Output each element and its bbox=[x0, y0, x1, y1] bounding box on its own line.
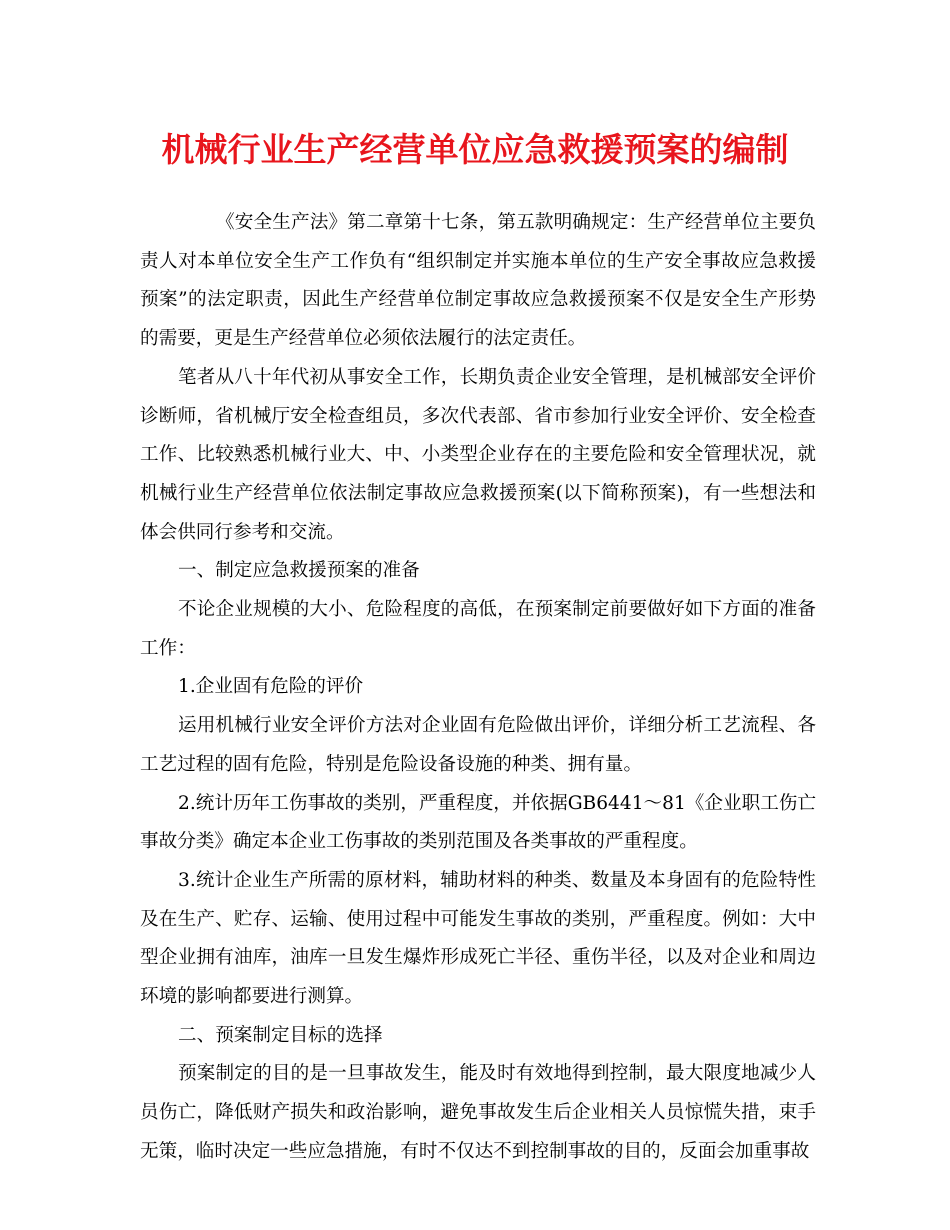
paragraph-author-background: 笔者从八十年代初从事安全工作，长期负责企业安全管理，是机械部安全评价诊断师，省机械厅安全检查组员，多次代表部、省市参加行业安全评价、安全检查工作、比较熟悉机械行业大、中、小类型企业存在的主要危险和安全管理状况，就机械行业生产经营单位依法制定事故应急救援预案(以下简称预案)，有一些想法和体会供同行参考和交流。 bbox=[140, 366, 816, 543]
section-heading-preparation: 一、制定应急救援预案的准备 bbox=[178, 560, 420, 582]
paragraph-goals: 预案制定的目的是一旦事故发生，能及时有效地得到控制，最大限度地减少人员伤亡，降低财产损失和政治影响，避免事故发生后企业相关人员惊慌失措，束手无策，临时决定一些应急措施，有时不仅达不到控制事故的目的，反面会加重事故 bbox=[140, 1063, 816, 1162]
document-title: 机械行业生产经营单位应急救援预案的编制 bbox=[161, 130, 789, 169]
paragraph-intro: 《安全生产法》第二章第十七条，第五款明确规定：生产经营单位主要负责人对本单位安全生产工作负有“组织制定并实施本单位的生产安全事故应急救援预案”的法定职责，因此生产经营单位制定事故应急救援预案不仅是安全生产形势的需要，更是生产经营单位必须依法履行的法定责任。 bbox=[140, 212, 816, 350]
paragraph-accident-statistics: 2.统计历年工伤事故的类别，严重程度，并依据GB6441～81《企业职工伤亡事故分类》确定本企业工伤事故的类别范围及各类事故的严重程度。 bbox=[140, 792, 816, 853]
subheading-hazard-evaluation: 1.企业固有危险的评价 bbox=[178, 676, 364, 698]
paragraph-preparation-intro: 不论企业规模的大小、危险程度的高低，在预案制定前要做好如下方面的准备工作： bbox=[140, 599, 816, 659]
document-body bbox=[140, 204, 816, 1172]
paragraph-material-statistics: 3.统计企业生产所需的原材料，辅助材料的种类、数量及本身固有的危险特性及在生产、贮存、运输、使用过程中可能发生事故的类别，严重程度。例如：大中型企业拥有油库，油库一旦发生爆炸形成死亡半径、重伤半径，以及对企业和周边环境的影响都要进行测算。 bbox=[140, 869, 816, 1008]
section-heading-goals: 二、预案制定目标的选择 bbox=[178, 1024, 383, 1046]
paragraph-hazard-evaluation: 运用机械行业安全评价方法对企业固有危险做出评价，详细分析工艺流程、各工艺过程的固有危险，特别是危险设备设施的种类、拥有量。 bbox=[140, 715, 816, 775]
